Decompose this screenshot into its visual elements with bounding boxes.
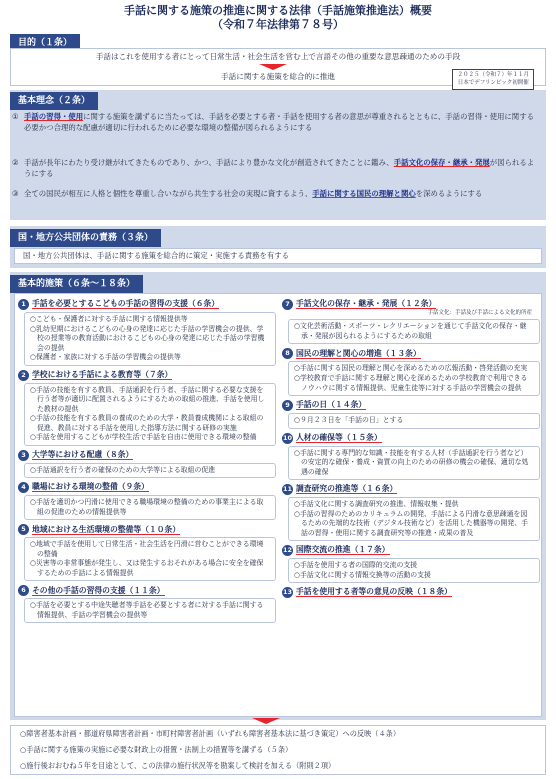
measure-title [282, 299, 540, 310]
measure-details [288, 413, 540, 429]
measure-detail-line: ○手話の習得のためのカリキュラムの開発、手話による円滑な意思疎通を図るための先端的な技術（デジタル技術など）を活用した機器等の開発、手話の習得・使用に関する調査研究等の推進・成果の普及 [294, 509, 528, 537]
measure-details [24, 495, 276, 520]
document-title [0, 4, 556, 32]
measure-number-icon: 12 [282, 546, 293, 555]
measures-right-column [282, 295, 540, 598]
measure-title [18, 370, 276, 381]
responsibility-text: 国・地方公共団体は、手話に関する施策を総合的に策定・実施する責務を有する [14, 248, 542, 264]
measure-title [282, 400, 540, 411]
measure-number-icon: 5 [18, 524, 29, 535]
measure-title-text: 職場における環境の整備（９条） [32, 482, 149, 492]
principle-num: ① [12, 112, 19, 121]
measure-title [18, 585, 276, 596]
measure-detail-line: ○手話を適切かつ円滑に使用できる職場環境の整備のための事業主による取組の促進のための情報提供等 [30, 498, 264, 516]
measure-title-text: 手話を必要とするこどもの手話の習得の支援（６条） [32, 299, 220, 309]
measure-number-icon: 4 [18, 482, 29, 493]
measure-detail-line: ○手話文化に関する情報交換等の活動の支援 [294, 570, 431, 579]
principle-1 [12, 111, 540, 134]
measure-detail-line: ○地域で手話を使用して日常生活・社会生活を円滑に営むことができる環境の整備 [30, 540, 264, 558]
measure-details [24, 598, 276, 623]
principle-highlight: 手話の習得・使用 [24, 112, 84, 121]
measure-item [18, 585, 276, 623]
stamp-line-2: 日本でデフリンピック初開催 [457, 79, 529, 86]
responsibility-heading: 国・地方公共団体の責務（３条） [10, 229, 161, 247]
measure-title-text: 大学等における配慮（８条） [32, 449, 134, 459]
title-line-1: 手話に関する施策の推進に関する法律（手話施策推進法）概要 [124, 4, 432, 17]
measure-detail-line: ○手話を使用するこどもが学校生活で手話を自由に使用できる環境の整備 [30, 433, 257, 442]
measure-title [282, 433, 540, 444]
measure-item [18, 524, 276, 581]
measure-title-text: その他の手話の習得の支援（１１条） [32, 585, 165, 595]
measure-note: 手話文化：手話及び手話による文化的所産 [427, 310, 532, 317]
measure-detail-line: ○手話を使用する者の国際的交流の支援 [294, 561, 418, 570]
principle-3 [12, 188, 540, 199]
measure-number-icon: 11 [282, 485, 293, 494]
deaflympics-stamp [452, 69, 534, 90]
measure-title [18, 482, 276, 493]
measure-title-text: 手話を使用する者等の意見の反映（１８条） [296, 587, 452, 597]
measure-details [288, 558, 540, 583]
measure-details [288, 361, 540, 396]
purpose-result: 手話に関する施策を総合的に推進 [221, 72, 335, 81]
principles-heading: 基本理念（２条） [10, 92, 98, 110]
measure-title-text: 学校における手話による教育等（７条） [32, 369, 173, 379]
measure-details [288, 319, 540, 344]
measures-left-column [18, 295, 276, 623]
measure-item [18, 482, 276, 520]
measure-title-text: 調査研究の推進等（１６条） [296, 484, 398, 494]
measure-title-text: 手話文化の保存・継承・発展（１２条） [296, 299, 437, 309]
stamp-line-1: ２０２５（令和７）年１１月 [457, 72, 529, 78]
title-line-2: （令和７年法律第７８号） [212, 17, 344, 31]
measure-detail-line: ○文化芸術活動・スポーツ・レクリエーションを通じて手話文化の保存・継承・発展が図られるようにするための取組 [294, 322, 527, 340]
measure-item [18, 450, 276, 479]
measure-detail-line: ○こども・保護者に対する手話に関する情報提供等 [30, 315, 188, 324]
measure-title-text: 国際交流の推進（１７条） [296, 545, 390, 555]
measure-item [282, 433, 540, 481]
measure-number-icon: 6 [18, 585, 29, 596]
measure-detail-line: ○乳幼児期におけるこどもの心身の発達に応じた手話の学習機会の提供、学校の授業等の教育活動におけるこどもの心身の発達に応じた手話の学習機会の提供 [30, 324, 265, 352]
supplementary-item-2: ○手話に関する施策の実施に必要な財政上の措置・法制上の措置等を講ずる（５条） [20, 745, 293, 754]
down-arrow-icon [259, 64, 287, 70]
measure-detail-line: ○手話の技能を有する教員の養成のための大学・教員養成機関による取組の促進、教員に対する手話を使用した指導方法に関する研修の実施 [30, 414, 264, 432]
measure-item [282, 587, 540, 598]
measure-title-text: 人材の確保等（１５条） [296, 432, 382, 442]
measures-heading: 基本的施策（６条〜１８条） [10, 275, 143, 293]
measure-number-icon: 9 [282, 400, 293, 411]
measure-detail-line: ○手話に関する専門的な知識・技能を有する人材（手話通訳を行う者など）の安定的な確保・養成・資質の向上のための研修の機会の確保、適切な処遇の確保 [294, 448, 529, 476]
measure-detail-line: ○９月２３日を「手話の日」とする [294, 416, 404, 425]
measure-title [282, 484, 540, 495]
supplementary-item-3: ○施行後おおむね５年を目途として、この法律の施行状況等を勘案して検討を加える（附則２項） [20, 761, 336, 770]
measure-detail-line: ○保護者・家族に対する手話の学習機会の提供等 [30, 353, 181, 362]
principle-text: 全ての国民が相互に人格と個性を尊重し合いながら共生する社会の実現に資するよう、 [24, 189, 313, 198]
measure-number-icon: 1 [18, 299, 29, 310]
measure-details [24, 463, 276, 479]
measure-title [18, 524, 276, 535]
measure-item [282, 400, 540, 429]
purpose-heading: 目的（１条） [10, 34, 80, 52]
measure-detail-line: ○手話文化に関する調査研究の推進、情報収集・提供 [294, 500, 459, 509]
measure-item [282, 545, 540, 583]
measure-detail-line: ○手話通訳を行う者の確保のための大学等による取組の促進 [30, 465, 216, 474]
measure-detail-line: ○手話を必要とする中途失聴者等手話を必要とする者に対する手話に関する情報提供、手話の学習機会の提供等 [30, 601, 264, 619]
measure-title [18, 299, 276, 310]
measure-number-icon: 13 [282, 588, 293, 597]
measure-number-icon: 10 [282, 433, 293, 442]
measure-item [18, 299, 276, 366]
principle-text: 手話が長年にわたり受け継がれてきたものであり、かつ、手話により豊かな文化が創造されてきたことに鑑み、 [24, 158, 394, 167]
measure-number-icon: 2 [18, 370, 29, 381]
measure-details [24, 383, 276, 446]
measure-detail-line: ○災害等の非常事態が発生し、又は発生するおそれがある場合に安全を確保するための手話による情報提供 [30, 559, 264, 577]
measure-title [18, 450, 276, 461]
measure-number-icon: 8 [282, 348, 293, 359]
measure-item [282, 484, 540, 541]
measure-item [18, 370, 276, 446]
purpose-text: 手話はこれを使用する者にとって日常生活・社会生活を営む上で言語その他の重要な意思疎通のための手段 [95, 52, 461, 61]
measure-title-text: 地域における生活環境の整備等（１０条） [32, 524, 181, 534]
measure-detail-line: ○学校教育で手話に関する理解と関心を深めるための学校教育で利用できるノウハウに関する情報提供、児童生徒等に対する手話の学習機会の提供 [294, 374, 528, 392]
measure-title [282, 587, 540, 598]
measure-title-text: 手話の日（１４条） [296, 400, 367, 410]
measure-details [288, 497, 540, 541]
measure-details [24, 537, 276, 581]
measure-detail-line: ○手話の技能を有する教員、手話通訳を行う者、手話に関する必要な支援を行う者等が適切に配置されるようにするための取組の推進、手話を使用した教材の提供 [30, 385, 265, 413]
principle-text: が図られるようにする [24, 158, 535, 179]
down-arrow-icon [252, 718, 280, 724]
principle-highlight: 手話文化の保存・継承・発展 [393, 158, 490, 167]
measure-detail-line: ○手話に関する国民の理解と関心を深めるための広報活動・啓発活動の充実 [294, 364, 528, 373]
measure-details [288, 446, 540, 481]
measure-details [24, 312, 276, 366]
principle-text: を深めるようにする [415, 189, 483, 198]
measure-title [282, 545, 540, 556]
principle-num: ③ [12, 189, 19, 198]
supplementary-item-1: ○障害者基本計画・都道府県障害者計画・市町村障害者計画（いずれも障害者基本法に基づき策定）への反映（４条） [20, 729, 401, 738]
principle-highlight: 手話に関する国民の理解と関心 [312, 189, 416, 198]
principle-text: に関する施策を講ずるに当たっては、手話を必要とする者・手話を使用する者の意思が尊重されるとともに、手話の習得・使用に関する必要かつ合理的な配慮が適切に行われるために必要な環境の整備が図られるようにする [24, 112, 534, 133]
measure-number-icon: 7 [282, 299, 293, 310]
measure-number-icon: 3 [18, 450, 29, 461]
principle-num: ② [12, 158, 19, 167]
principle-2 [12, 157, 540, 180]
measure-item [282, 348, 540, 396]
measure-item [282, 299, 540, 344]
measure-title-text: 国民の理解と関心の増進（１３条） [296, 348, 421, 358]
measure-title [282, 348, 540, 359]
